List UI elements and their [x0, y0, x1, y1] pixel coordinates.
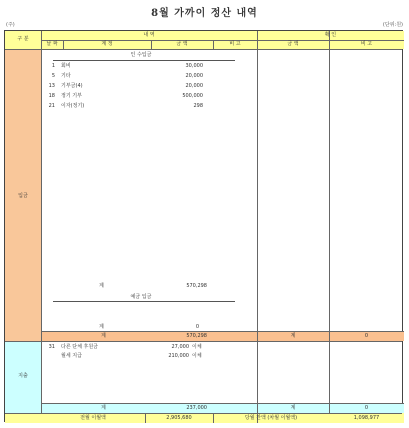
column-confirm-remark: 비 고 — [360, 41, 373, 47]
deposit-sub-amount: 0 — [195, 324, 199, 330]
income-confirm-amount: 0 — [364, 333, 369, 339]
column-amount: 금 액 — [176, 41, 188, 47]
column-section: 구 분 — [17, 36, 29, 42]
income-total-amount: 570,298 — [186, 333, 207, 339]
expense-total-amount: 237,000 — [186, 405, 207, 411]
income-confirm-label: 계 — [290, 333, 296, 339]
column-confirm-amount: 금 액 — [287, 41, 299, 47]
settlement-sheet: 구 분 내 역 확 인 날 짜 계 정 금 액 비 고 금 액 비 고 입금 인 수입금 1 회비 30,000 5 기타 20,000 13 기부금(4) 20,000 18 정기 기부 500,000 21 이자(정기) 298 계 570,298 예금 입금 계 0 계 570,298 계 0 지출 31 다른 단체 후원금 27,000 이체 월세 지급 210,000 이체 계 237,000 계 0 전월 이월액 2,905,680 당월 잔액 (차월 이월액) 1,098,977 — [4, 30, 403, 422]
expense-confirm-label: 계 — [290, 405, 296, 411]
unit-label: (단위:원) — [382, 22, 403, 28]
carry-over-label: 전월 이월액 — [80, 415, 106, 421]
income-subtotal-label: 계 — [99, 283, 104, 289]
column-remark: 비 고 — [229, 41, 241, 47]
page-title: 8월 가까이 정산 내역 — [151, 8, 258, 19]
deposit-subhead: 예금 입금 — [130, 294, 152, 300]
balance-label: 당월 잔액 (차월 이월액) — [244, 415, 298, 421]
carry-over-amount: 2,905,680 — [166, 415, 192, 421]
expense-total-label: 계 — [101, 405, 106, 411]
income-label: 입금 — [18, 193, 28, 199]
column-date: 날 짜 — [46, 41, 58, 47]
income-subtotal-amount: 570,298 — [186, 283, 207, 289]
balance-amount: 1,098,977 — [353, 415, 380, 421]
column-group-content: 내 역 — [143, 32, 155, 38]
column-group-confirm: 확 인 — [324, 32, 337, 38]
expense-label: 지출 — [18, 373, 28, 379]
income-subhead: 인 수입금 — [130, 52, 152, 58]
left-meta: (주) — [6, 22, 15, 28]
column-item: 계 정 — [101, 41, 113, 47]
income-total-label: 계 — [101, 333, 106, 339]
expense-confirm-amount: 0 — [364, 405, 369, 411]
deposit-sub-label: 계 — [99, 324, 104, 330]
